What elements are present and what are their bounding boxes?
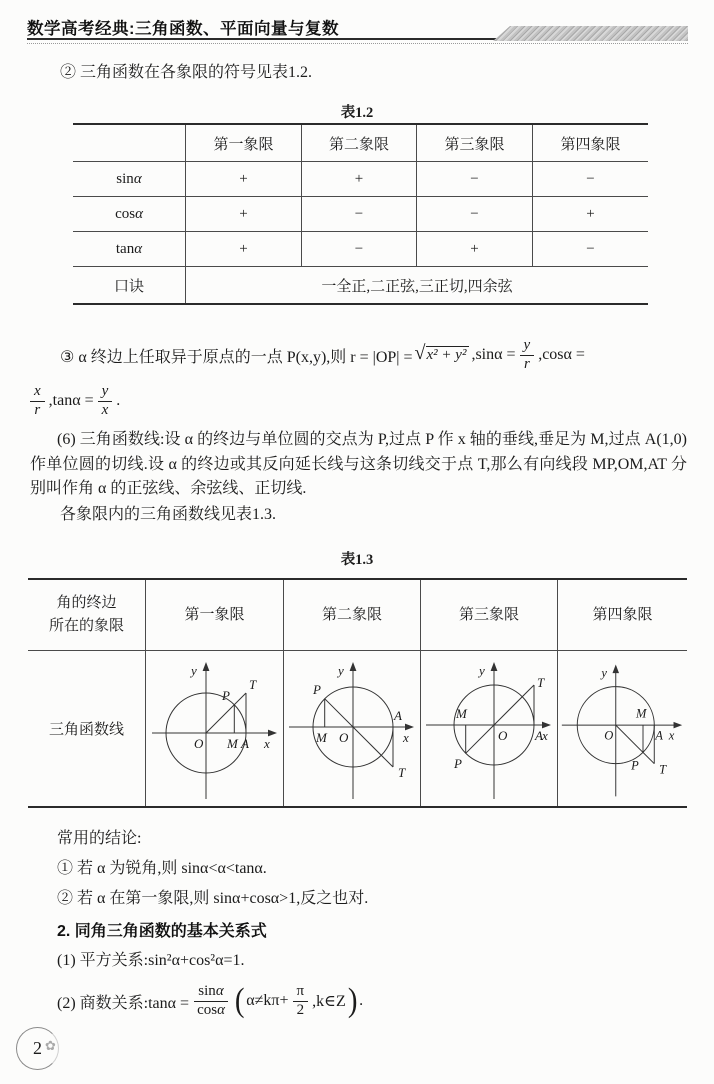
right-paren: ) [347,981,358,1019]
label-P: P [221,687,230,703]
label-P: P [313,681,321,697]
fraction-sin-over-cos: $\frac{\sin\alpha}{\cos\alpha}$ [193,983,229,1019]
table-1-2-corner-cell [73,125,185,161]
cell-sin-q3: − [416,162,532,196]
radicand: x² + y² [426,346,470,364]
math-line-2 [30,378,690,424]
label-x: x [542,727,548,743]
label-T: T [659,761,667,776]
y-arrow [491,662,498,671]
diagram-quadrant-3 [422,655,556,803]
label-A: A [240,735,249,751]
label-x: x [403,729,409,745]
table-1-3-header-q2: 第二象限 [283,580,420,650]
label-x: x [263,735,270,751]
diagram-quadrant-1 [148,655,282,803]
table-1-2-caption: 表1.2 [340,105,374,121]
math-text: ③ α 终边上任取异于原点的一点 P(x,y),则 r = |OP| = [60,348,413,366]
cell-tan-q1: + [185,232,301,266]
label-y: y [601,665,607,680]
table-1-2-header-q3: 第三象限 [416,125,532,161]
cell-mnemonic: 一全正,二正弦,三正切,四余弦 [185,267,648,303]
label-x: x [668,728,675,743]
label-O: O [604,728,614,743]
table-1-2-header-q2: 第二象限 [301,125,416,161]
fraction-y-over-r: $\frac{y}{r}$ [520,337,535,373]
table-row-cos [73,196,648,231]
diagram-quadrant-4 [558,655,687,803]
paragraph-see-table13: 各象限内的三角函数线见表1.3. [60,506,277,523]
math-text: (2) 商数关系:tanα = [57,994,190,1012]
math-text: . [116,392,121,409]
cell-tan-q3: + [416,232,532,266]
diagram-cell-q2 [283,651,420,806]
terminal-side [325,698,393,766]
terminal-side [466,685,534,753]
fn-sin: sin [116,170,134,187]
math-line-1 [30,332,690,378]
arg-alpha: α [134,240,143,257]
cell-tan-q4: − [532,232,648,266]
row-label-trig-lines: 三角函数线 [48,722,124,738]
math-text: ,sinα = [471,346,516,363]
label-y: y [190,662,197,678]
table-1-2-header-q1: 第一象限 [185,125,301,161]
cell-cos-q1: + [185,197,301,231]
page-header-title: 数学高考经典:三角函数、平面向量与复数 [27,20,339,38]
row-label-cos [73,197,185,231]
diagram-cell-q1 [145,651,283,806]
y-arrow [202,662,209,671]
corner-line2: 所在的象限 [48,618,124,634]
paragraph-point-p [30,332,690,424]
fn-cos: cos [115,205,136,222]
left-paren: ( [234,981,245,1019]
math-text: . [359,992,364,1009]
quotient-relation-formula [57,978,363,1024]
label-T: T [537,674,545,690]
page-number: 2 [33,1038,42,1058]
label-O: O [339,729,349,745]
flower-ornament-icon: ✿ [45,1039,56,1054]
label-T: T [398,764,406,780]
table-row-mnemonic [73,266,648,303]
cell-cos-q4: + [532,197,648,231]
label-A: A [655,728,663,743]
header-decoration-wedge [493,26,688,41]
x-arrow [674,721,683,728]
arg-alpha: α [135,205,143,222]
arg-alpha: α [133,170,142,187]
conclusion-item-1: ① 若 α 为锐角,则 sinα<α<tanα. [57,860,267,877]
square-relation-formula: (1) 平方关系:sin²α+cos²α=1. [57,952,245,969]
table-1-2-header-q4: 第四象限 [532,125,648,161]
table-1-3-header-q4: 第四象限 [557,580,687,650]
sqrt-expression [414,342,470,364]
corner-line1: 角的终边 [56,595,117,611]
conclusions-title: 常用的结论: [57,830,142,847]
table-1-2-header-row [73,125,648,161]
fn-tan: tan [115,240,135,257]
paragraph-sign-intro: ② 三角函数在各象限的符号见表1.2. [60,64,313,81]
cell-sin-q2: + [301,162,416,196]
label-y: y [338,662,344,678]
fraction-pi-over-2: $\frac{\pi}{2}$ [293,983,309,1019]
y-arrow [612,664,619,673]
label-y: y [479,662,485,678]
math-text: ,cosα = [538,346,585,363]
table-1-3-body-row [28,650,687,806]
table-1-3-corner-cell [28,580,145,650]
label-M: M [226,735,238,751]
label-T: T [248,676,256,692]
label-M: M [316,729,327,745]
header-dotted-rule [27,43,688,44]
cell-sin-q4: − [532,162,648,196]
label-M: M [635,705,647,720]
label-A: A [535,727,543,743]
diagram-cell-q3 [420,651,557,806]
math-text: α≠kπ+ [246,992,289,1009]
label-P: P [631,757,639,772]
table-1-3-caption: 表1.3 [340,552,374,568]
table-1-3-header-row [28,580,687,650]
cell-cos-q3: − [416,197,532,231]
math-text: ,tanα = [48,392,94,409]
diagram-cell-q4 [557,651,687,806]
math-text: ,k∈Z [312,993,346,1010]
table-1-3-header-q3: 第三象限 [420,580,557,650]
fraction-x-over-r: $\frac{x}{r}$ [30,383,45,419]
cell-cos-q2: − [301,197,416,231]
fraction-y-over-x: $\frac{y}{x}$ [98,383,113,419]
radical-sign: √ [414,342,426,364]
section-2-heading: 2. 同角三角函数的基本关系式 [57,923,267,940]
table-row-tan [73,231,648,266]
table-1-2 [73,123,648,305]
cell-sin-q1: + [185,162,301,196]
cell-tan-q2: − [301,232,416,266]
label-A: A [394,707,402,723]
row-label-sin [73,162,185,196]
diagram-quadrant-2 [285,655,419,803]
row-label-tan [73,232,185,266]
table-row-sin [73,161,648,196]
label-O: O [498,727,508,743]
paragraph-trig-lines: (6) 三角函数线:设 α 的终边与单位圆的交点为 P,过点 P 作 x 轴的垂线,垂足为 M,过点 A(1,0)作单位圆的切线.设 α 的终边或其反向延长线与这条切线交于点 T,那么有向线段 MP,OM,AT 分别叫作角 α 的正弦线、余弦线、正切线. [30,431,687,497]
table-1-3 [28,578,687,808]
table-1-3-header-q1: 第一象限 [145,580,283,650]
conclusion-item-2: ② 若 α 在第一象限,则 sinα+cosα>1,反之也对. [57,890,369,907]
row-label-mnemonic: 口诀 [113,278,144,295]
label-P: P [454,755,462,771]
y-arrow [350,662,357,671]
label-O: O [193,735,203,751]
label-M: M [456,705,467,721]
